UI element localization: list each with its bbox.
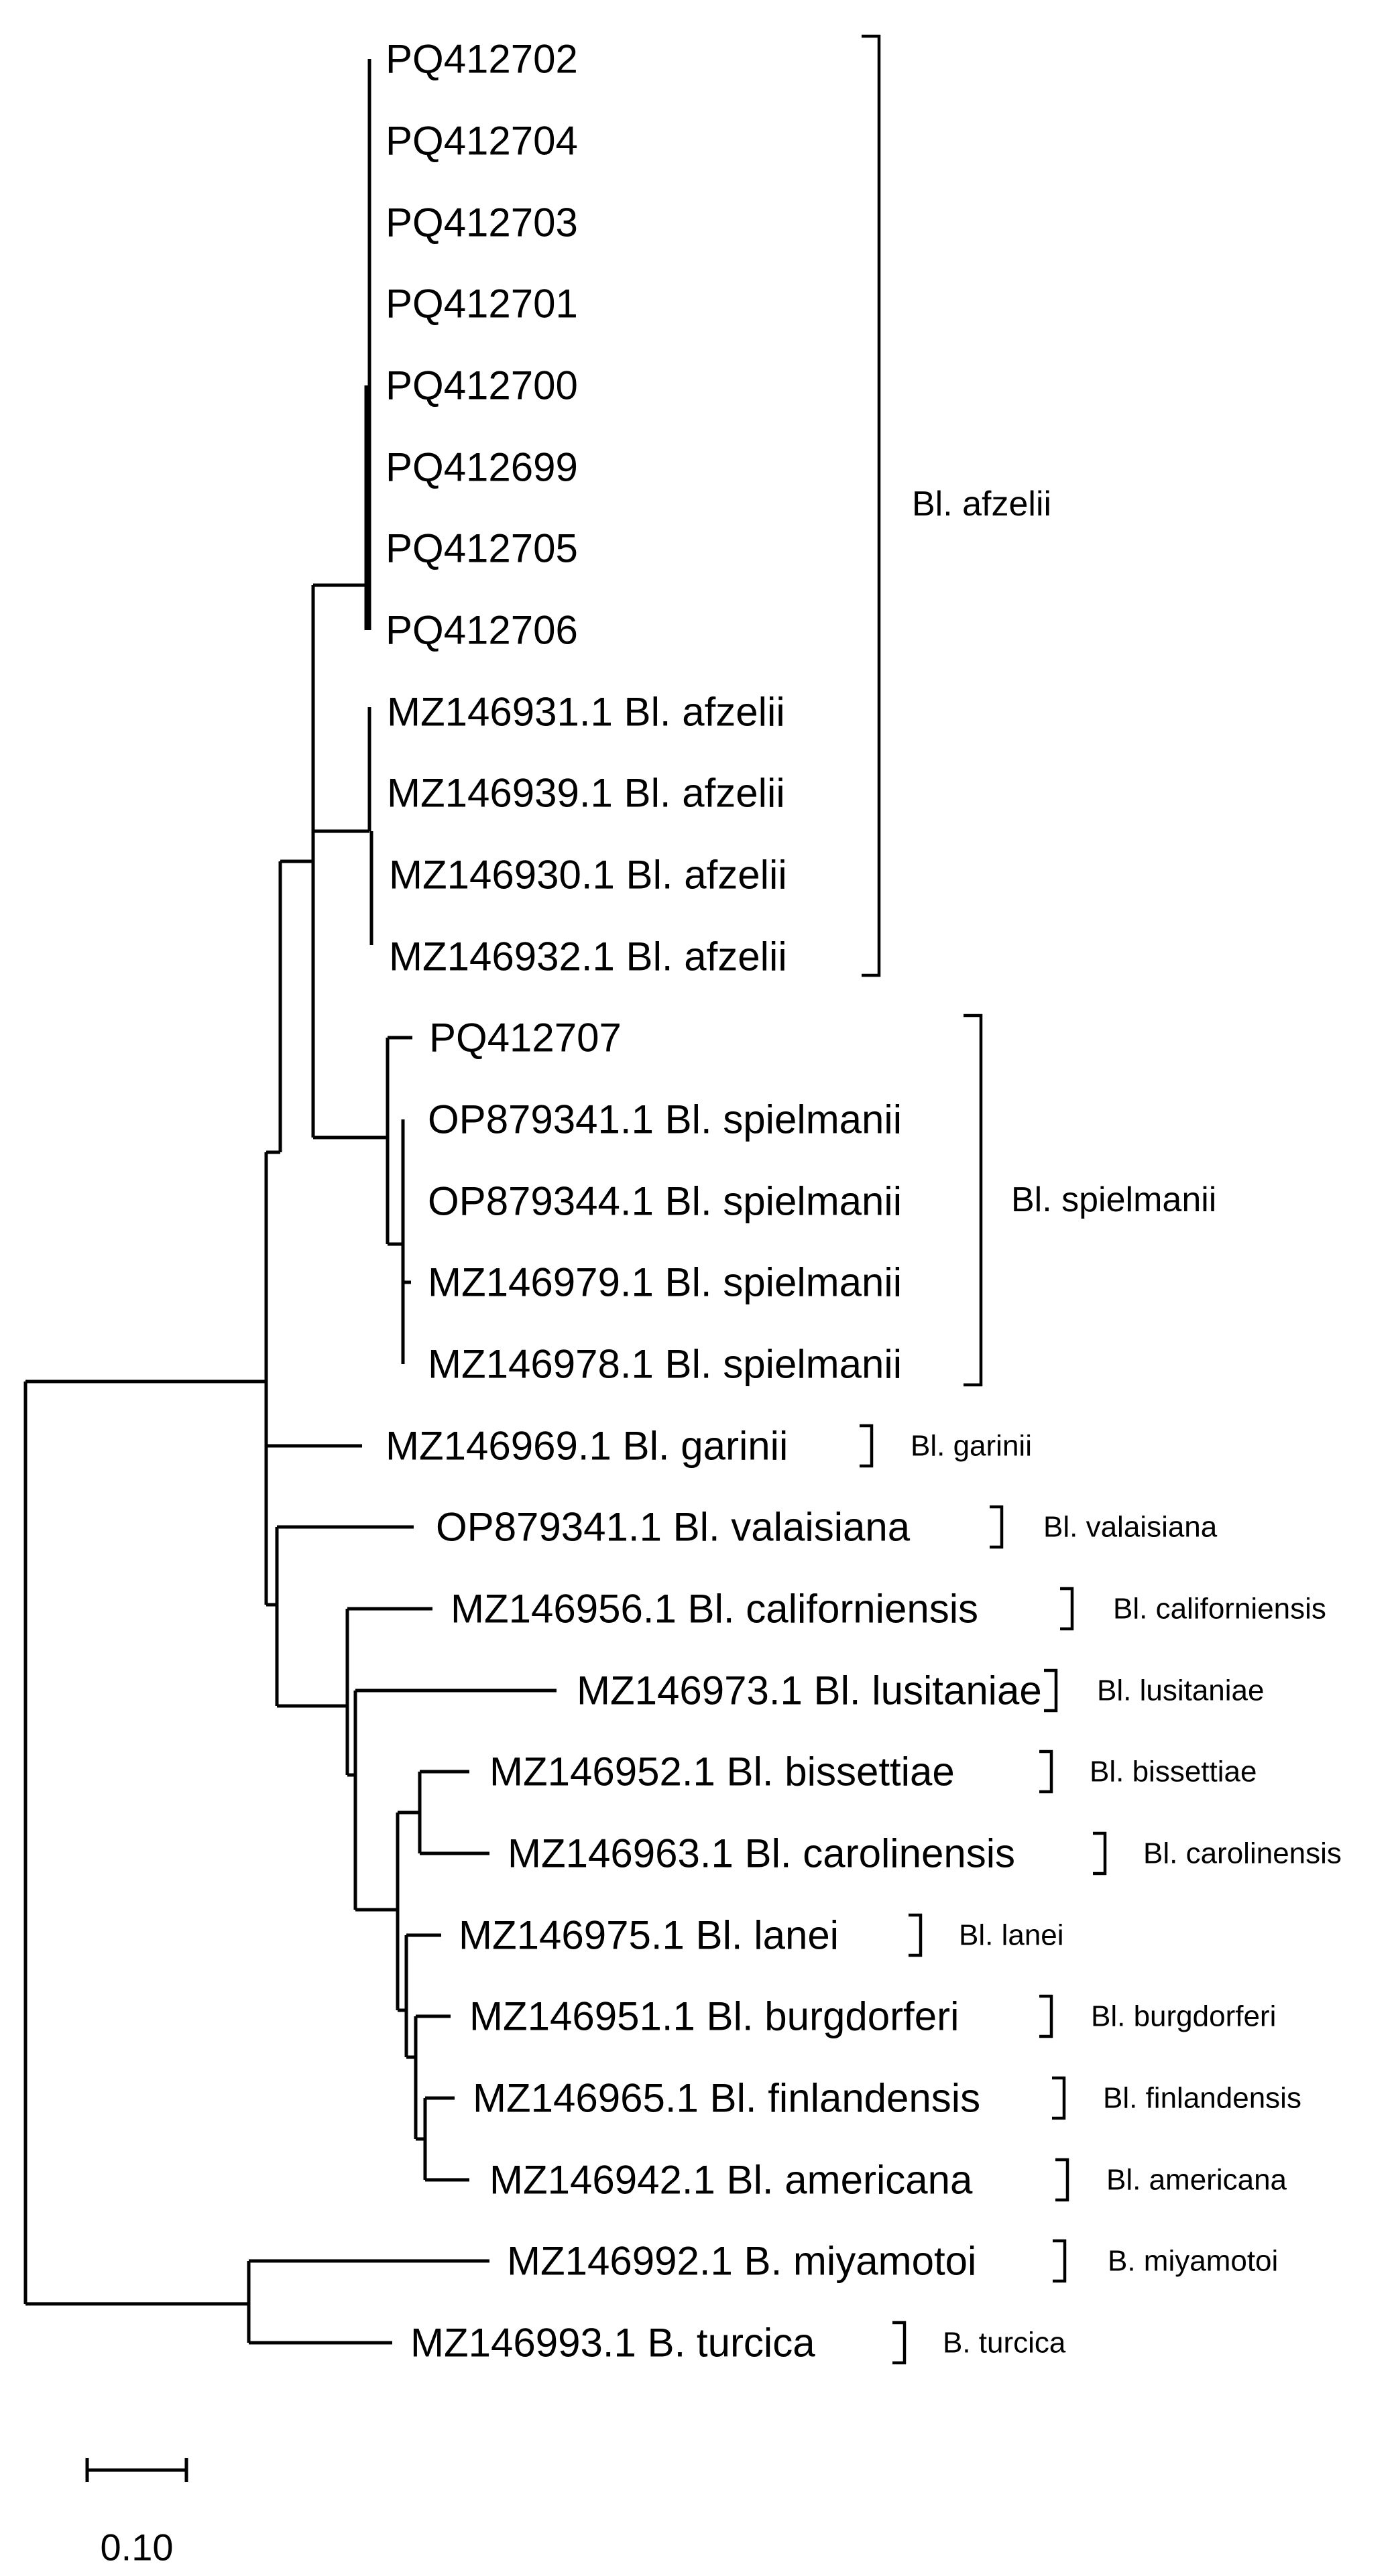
group-label: Bl. americana [1106,2163,1287,2197]
tip-label: MZ146951.1 Bl. burgdorferi [469,1994,959,2039]
group-bracket [1044,1670,1056,1711]
group-label: Bl. californiensis [1113,1592,1326,1626]
tip-label: MZ146978.1 Bl. spielmanii [428,1341,902,1387]
tip-label: PQ412704 [386,118,578,164]
tip-label: PQ412707 [429,1015,622,1060]
tip-label: PQ412700 [386,363,578,408]
tip-label: MZ146992.1 B. miyamotoi [507,2238,977,2284]
tip-label: MZ146979.1 Bl. spielmanii [428,1260,902,1305]
group-bracket [964,1016,981,1385]
group-label: Bl. carolinensis [1143,1837,1342,1870]
group-label: Bl. spielmanii [1011,1180,1217,1219]
tip-label: MZ146963.1 Bl. carolinensis [508,1831,1016,1876]
group-bracket [892,2323,905,2363]
group-bracket [1039,1752,1051,1792]
tip-label: PQ412705 [386,526,578,571]
tip-label: MZ146969.1 Bl. garinii [386,1423,789,1469]
tip-label: MZ146930.1 Bl. afzelii [389,852,787,898]
scale-bar-label: 0.10 [100,2526,174,2569]
group-bracket [1060,1589,1072,1629]
group-bracket [1052,2078,1064,2118]
tip-label: MZ146975.1 Bl. lanei [459,1912,839,1958]
group-label: Bl. valaisiana [1043,1510,1218,1544]
tip-label: PQ412706 [386,607,578,653]
group-bracket [1055,2160,1067,2200]
group-bracket [990,1507,1002,1547]
group-bracket [1093,1833,1105,1874]
tip-label: MZ146993.1 B. turcica [410,2320,815,2366]
group-label: B. turcica [943,2326,1066,2359]
group-label: Bl. lanei [959,1918,1064,1952]
tip-label: PQ412702 [386,36,578,82]
tip-label: MZ146939.1 Bl. afzelii [387,770,785,816]
tip-label: MZ146956.1 Bl. californiensis [451,1586,979,1632]
group-label: Bl. bissettiae [1090,1755,1257,1788]
group-bracket [909,1915,921,1955]
tip-label: PQ412703 [386,200,578,245]
group-label: Bl. finlandensis [1103,2081,1301,2115]
group-bracket [1053,2241,1065,2281]
tip-label: OP879344.1 Bl. spielmanii [428,1178,902,1224]
group-bracket [860,1426,872,1466]
group-label: B. miyamotoi [1108,2244,1279,2278]
tip-label: PQ412701 [386,281,578,326]
tip-label: MZ146931.1 Bl. afzelii [387,689,785,735]
tip-label: MZ146952.1 Bl. bissettiae [489,1749,955,1794]
tip-label: PQ412699 [386,444,578,490]
tip-label: OP879341.1 Bl. valaisiana [436,1504,911,1550]
tip-label: MZ146932.1 Bl. afzelii [389,934,787,979]
tip-label: OP879341.1 Bl. spielmanii [428,1097,902,1142]
tip-label: MZ146965.1 Bl. finlandensis [473,2075,981,2121]
group-label: Bl. garinii [911,1429,1032,1463]
group-label: Bl. afzelii [912,485,1052,524]
group-label: Bl. burgdorferi [1091,2000,1277,2033]
tip-label: MZ146942.1 Bl. americana [489,2157,973,2203]
group-bracket [862,36,879,975]
tip-label: MZ146973.1 Bl. lusitaniae [577,1668,1042,1713]
group-label: Bl. lusitaniae [1097,1674,1265,1707]
group-bracket [1039,1996,1051,2036]
